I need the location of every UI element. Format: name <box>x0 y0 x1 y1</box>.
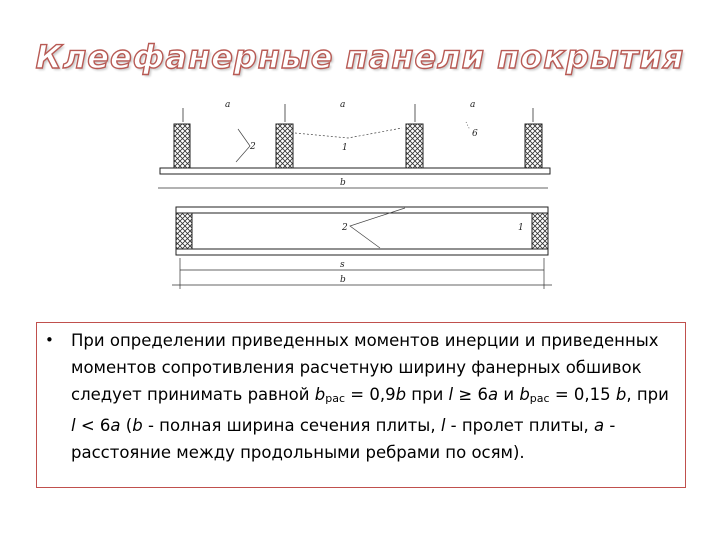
rib-4 <box>525 124 542 168</box>
paragraph-text: , при <box>626 385 669 404</box>
italic-variable: l <box>71 416 76 435</box>
end-rib-left <box>176 213 192 249</box>
paragraph-text: < 6 <box>75 416 111 435</box>
label-1-top: 1 <box>342 143 348 153</box>
leader-label-2 <box>236 129 250 162</box>
text-box <box>36 322 686 488</box>
label-a-1: a <box>225 100 231 110</box>
label-a-3: a <box>470 100 476 110</box>
leader-label-2-bottom <box>350 208 405 248</box>
label-6: 6 <box>472 129 478 139</box>
end-rib-right <box>532 213 548 249</box>
paragraph-text: ≥ 6 <box>453 385 488 404</box>
italic-variable: b <box>314 385 326 404</box>
subscript-text: рас <box>325 392 346 405</box>
plywood-sheet-lower <box>176 249 548 255</box>
label-s: s <box>340 260 345 270</box>
panel-cross-section-diagram <box>150 96 560 296</box>
paragraph-text: = 0,9 <box>345 385 396 404</box>
rib-2 <box>276 124 293 168</box>
paragraph-text: ( <box>120 416 133 435</box>
paragraph-text: - пролет плиты, <box>445 416 594 435</box>
italic-variable: l <box>448 385 454 404</box>
plywood-sheet-top <box>160 168 550 174</box>
paragraph-text: при <box>406 385 449 404</box>
plywood-sheet-upper <box>176 207 548 213</box>
italic-variable: a <box>110 416 121 435</box>
leader-label-1 <box>295 128 402 138</box>
rib-1 <box>174 124 190 168</box>
rib-3 <box>406 124 423 168</box>
label-a-2: a <box>340 100 346 110</box>
paragraph-text: = 0,15 <box>549 385 616 404</box>
italic-variable: b <box>132 416 143 435</box>
label-b-bottom: b <box>340 275 346 285</box>
italic-variable: a <box>487 385 499 404</box>
paragraph-text: - полная ширина сечения плиты, <box>142 416 441 435</box>
leader-label-6 <box>466 122 470 130</box>
label-2-top: 2 <box>250 142 256 152</box>
paragraph-text: - расстояние между продольными ребрами по осям). <box>71 416 616 462</box>
italic-variable: l <box>440 416 446 435</box>
italic-variable: a <box>593 416 605 435</box>
italic-variable: b <box>615 385 627 404</box>
paragraph-text: и <box>498 385 520 404</box>
subscript-text: рас <box>529 392 550 405</box>
paragraph-text: При определении приведенных моментов инерции и приведенных моментов сопротивления расчетную ширину фанерных обшивок следует принимать равной <box>71 331 659 404</box>
italic-variable: b <box>395 385 407 404</box>
label-1-bottom: 1 <box>518 223 524 233</box>
label-b-top: b <box>340 178 346 188</box>
bullet-marker: • <box>45 331 54 349</box>
label-2-bottom: 2 <box>342 223 348 233</box>
slide-title: Клеефанерные панели покрытия <box>35 38 685 76</box>
italic-variable: b <box>519 385 530 404</box>
body-paragraph <box>71 327 677 466</box>
